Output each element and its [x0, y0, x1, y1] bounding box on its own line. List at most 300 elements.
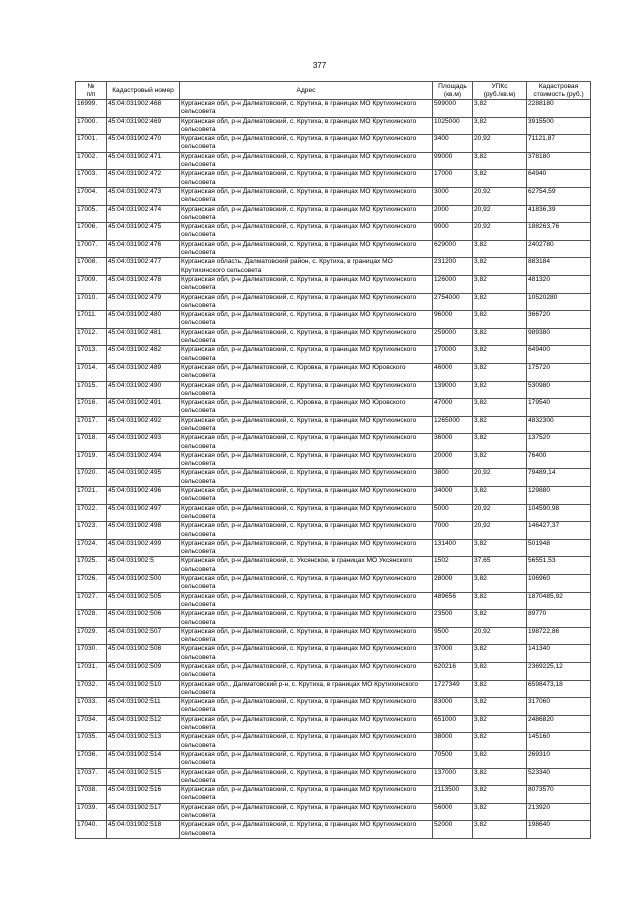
cell-area: 1265000 — [433, 416, 473, 434]
table-row — [76, 434, 591, 452]
table-row — [76, 416, 591, 434]
cell-address: Курганская обл, р-н Далматовский, с. Крутиха, в границах МО Крутихинского сельсовета — [180, 733, 433, 751]
table-row — [76, 311, 591, 329]
cell-number: 17036. — [76, 750, 107, 768]
cell-upks: 3,82 — [473, 663, 527, 681]
cell-address: Курганская обл, р-н Далматовский, с. Крутиха, в границах МО Крутихинского сельсовета — [180, 328, 433, 346]
cell-area: 231200 — [433, 258, 473, 276]
cell-area: 3000 — [433, 187, 473, 205]
table-row — [76, 715, 591, 733]
cell-area: 2754000 — [433, 293, 473, 311]
cell-area: 651000 — [433, 715, 473, 733]
cell-cadastral-cost: 179540 — [527, 399, 591, 417]
table-row — [76, 205, 591, 223]
cell-number: 17037. — [76, 768, 107, 786]
cell-number: 17029. — [76, 627, 107, 645]
cell-cadastral-cost: 188263,76 — [527, 223, 591, 241]
cell-cadastral-number: 45:04:031902:507 — [107, 627, 180, 645]
cell-address: Курганская обл., Далматовский р-н, с. Крутиха, в границах МО Крутихинского сельсовета — [180, 680, 433, 698]
table-row — [76, 275, 591, 293]
cell-area: 620216 — [433, 663, 473, 681]
cell-cadastral-number: 45:04:031902:490 — [107, 381, 180, 399]
cell-cadastral-number: 45:04:031902:473 — [107, 187, 180, 205]
cell-area: 139000 — [433, 381, 473, 399]
cell-address: Курганская обл, р-н Далматовский, с. Крутиха, в границах МО Крутихинского сельсовета — [180, 645, 433, 663]
cell-cadastral-number: 45:04:031902:511 — [107, 698, 180, 716]
cell-upks: 3,82 — [473, 786, 527, 804]
cell-upks: 3,82 — [473, 610, 527, 628]
header-number-label: № п/п — [86, 82, 96, 98]
cell-upks: 3,82 — [473, 487, 527, 505]
cell-cadastral-cost: 79489,14 — [527, 469, 591, 487]
cell-cadastral-cost: 71121,87 — [527, 135, 591, 153]
cell-address: Курганская обл, р-н Далматовский, с. Крутиха, в границах МО Крутихинского сельсовета — [180, 117, 433, 135]
cell-number: 17025. — [76, 557, 107, 575]
cell-address: Курганская обл, р-н Далматовский, с. Крутиха, в границах МО Крутихинского сельсовета — [180, 768, 433, 786]
cell-cadastral-cost: 530980 — [527, 381, 591, 399]
cell-upks: 20,92 — [473, 627, 527, 645]
cell-cadastral-cost: 3915500 — [527, 117, 591, 135]
table-row — [76, 645, 591, 663]
cell-area: 629000 — [433, 240, 473, 258]
cell-number: 17010. — [76, 293, 107, 311]
cell-upks: 3,82 — [473, 240, 527, 258]
cell-number: 17007. — [76, 240, 107, 258]
table-row — [76, 680, 591, 698]
table-body — [76, 100, 591, 839]
cell-number: 17003. — [76, 170, 107, 188]
cell-cadastral-number: 45:04:031902:496 — [107, 487, 180, 505]
cell-area: 259000 — [433, 328, 473, 346]
table-row — [76, 363, 591, 381]
header-address-label: Адрес — [296, 86, 316, 94]
cell-number: 17008. — [76, 258, 107, 276]
table-row — [76, 240, 591, 258]
cell-cadastral-cost: 2288180 — [527, 100, 591, 118]
cell-address: Курганская обл, р-н Далматовский, с. Крутиха, в границах МО Крутихинского сельсовета — [180, 750, 433, 768]
table-row — [76, 786, 591, 804]
cell-upks: 3,82 — [473, 170, 527, 188]
cell-address: Курганская обл, р-н Далматовский, с. Крутиха, в границах МО Крутихинского сельсовета — [180, 416, 433, 434]
cell-cadastral-number: 45:04:031902:478 — [107, 275, 180, 293]
cell-area: 52000 — [433, 821, 473, 839]
cadastral-value-table — [75, 81, 591, 839]
table-row — [76, 557, 591, 575]
table-row — [76, 328, 591, 346]
cell-cadastral-number: 45:04:031902:469 — [107, 117, 180, 135]
table-row — [76, 821, 591, 839]
cell-upks: 3,82 — [473, 434, 527, 452]
table-row — [76, 698, 591, 716]
cell-cadastral-cost: 317060 — [527, 698, 591, 716]
cell-cadastral-cost: 137520 — [527, 434, 591, 452]
cell-cadastral-cost: 2369225,12 — [527, 663, 591, 681]
cell-cadastral-number: 45:04:031902:479 — [107, 293, 180, 311]
cell-area: 3400 — [433, 135, 473, 153]
cell-cadastral-number: 45:04:031902:513 — [107, 733, 180, 751]
cell-number: 17014. — [76, 363, 107, 381]
cell-address: Курганская обл, р-н Далматовский, с. Крутиха, в границах МО Крутихинского сельсовета — [180, 627, 433, 645]
cell-cadastral-number: 45:04:031902:505 — [107, 592, 180, 610]
cell-upks: 3,82 — [473, 575, 527, 593]
cell-upks: 20,92 — [473, 135, 527, 153]
cell-area: 9000 — [433, 223, 473, 241]
header-cadastral-cost — [527, 82, 591, 100]
cell-cadastral-number: 45:04:031902:495 — [107, 469, 180, 487]
cell-upks: 3,82 — [473, 258, 527, 276]
cell-cadastral-number: 45:04:031902:480 — [107, 311, 180, 329]
cell-address: Курганская обл, р-н Далматовский, с. Крутиха, в границах МО Крутихинского сельсовета — [180, 434, 433, 452]
cell-cadastral-cost: 378180 — [527, 152, 591, 170]
cell-cadastral-cost: 2402780 — [527, 240, 591, 258]
cell-upks: 20,92 — [473, 205, 527, 223]
table-row — [76, 504, 591, 522]
cell-cadastral-cost: 6598473,18 — [527, 680, 591, 698]
cell-cadastral-number: 45:04:031902:475 — [107, 223, 180, 241]
cell-area: 137000 — [433, 768, 473, 786]
cell-address: Курганская обл, р-н Далматовский, с. Юровка, в границах МО Юровского сельсовета — [180, 399, 433, 417]
cell-cadastral-cost: 198722,86 — [527, 627, 591, 645]
cell-address: Курганская обл, р-н Далматовский, с. Крутиха, в границах МО Крутихинского сельсовета — [180, 187, 433, 205]
cell-upks: 3,82 — [473, 680, 527, 698]
header-number — [76, 82, 107, 100]
cell-address: Курганская обл, р-н Далматовский, с. Крутиха, в границах МО Крутихинского сельсовета — [180, 592, 433, 610]
cell-address: Курганская обл, р-н Далматовский, с. Крутиха, в границах МО Крутихинского сельсовета — [180, 698, 433, 716]
cell-cadastral-cost: 56551,53 — [527, 557, 591, 575]
cell-upks: 3,82 — [473, 275, 527, 293]
table-row — [76, 451, 591, 469]
cell-address: Курганская обл, р-н Далматовский, с. Крутиха, в границах МО Крутихинского сельсовета — [180, 275, 433, 293]
table-row — [76, 768, 591, 786]
cell-area: 17000 — [433, 170, 473, 188]
cell-address: Курганская обл, р-н Далматовский, с. Крутиха, в границах МО Крутихинского сельсовета — [180, 803, 433, 821]
cell-cadastral-number: 45:04:031902:498 — [107, 522, 180, 540]
cell-area: 23500 — [433, 610, 473, 628]
table-row — [76, 152, 591, 170]
cell-cadastral-number: 45:04:031902:474 — [107, 205, 180, 223]
cell-cadastral-cost: 106960 — [527, 575, 591, 593]
cell-address: Курганская обл, р-н Далматовский, с. Крутиха, в границах МО Крутихинского сельсовета — [180, 821, 433, 839]
cell-address: Курганская область, Далматовский район, с. Крутиха, в границах МО Крутихинского сельсовета — [180, 258, 433, 276]
header-address — [180, 82, 433, 100]
cell-area: 83000 — [433, 698, 473, 716]
cell-cadastral-number: 45:04:031902:497 — [107, 504, 180, 522]
table-row — [76, 539, 591, 557]
cell-address: Курганская обл, р-н Далматовский, с. Крутиха, в границах МО Крутихинского сельсовета — [180, 311, 433, 329]
cell-address: Курганская обл, р-н Далматовский, с. Крутиха, в границах МО Крутихинского сельсовета — [180, 346, 433, 364]
cell-address: Курганская обл, р-н Далматовский, с. Крутиха, в границах МО Крутихинского сельсовета — [180, 487, 433, 505]
cell-number: 17039. — [76, 803, 107, 821]
cell-cadastral-cost: 649400 — [527, 346, 591, 364]
cell-cadastral-number: 45:04:031902:494 — [107, 451, 180, 469]
cell-upks: 37,65 — [473, 557, 527, 575]
cell-upks: 3,82 — [473, 100, 527, 118]
cell-cadastral-number: 45:04:031902:512 — [107, 715, 180, 733]
cell-area: 70500 — [433, 750, 473, 768]
cell-cadastral-number: 45:04:031902:472 — [107, 170, 180, 188]
cell-upks: 3,82 — [473, 399, 527, 417]
table-row — [76, 381, 591, 399]
cell-upks: 20,92 — [473, 223, 527, 241]
cell-cadastral-number: 45:04:031902:514 — [107, 750, 180, 768]
cell-area: 46000 — [433, 363, 473, 381]
cell-area: 37000 — [433, 645, 473, 663]
cell-cadastral-cost: 175720 — [527, 363, 591, 381]
cell-area: 5000 — [433, 504, 473, 522]
cell-cadastral-number: 45:04:031902:508 — [107, 645, 180, 663]
cell-area: 1727349 — [433, 680, 473, 698]
cell-number: 17023. — [76, 522, 107, 540]
cell-number: 17027. — [76, 592, 107, 610]
cell-cadastral-cost: 41836,39 — [527, 205, 591, 223]
cell-address: Курганская обл, р-н Далматовский, с. Юровка, в границах МО Юровского сельсовета — [180, 363, 433, 381]
cell-number: 17006. — [76, 223, 107, 241]
table-row — [76, 627, 591, 645]
cell-area: 1502 — [433, 557, 473, 575]
cell-address: Курганская обл, р-н Далматовский, с. Крутиха, в границах МО Крутихинского сельсовета — [180, 135, 433, 153]
cell-cadastral-number: 45:04:031902:491 — [107, 399, 180, 417]
cell-cadastral-number: 45:04:031902:509 — [107, 663, 180, 681]
cell-cadastral-cost: 481320 — [527, 275, 591, 293]
cell-upks: 20,92 — [473, 469, 527, 487]
cell-cadastral-number: 45:04:031902:500 — [107, 575, 180, 593]
cell-upks: 3,82 — [473, 715, 527, 733]
cell-area: 1025000 — [433, 117, 473, 135]
cell-cadastral-cost: 523340 — [527, 768, 591, 786]
cell-area: 9500 — [433, 627, 473, 645]
cell-address: Курганская обл, р-н Далматовский, с. Крутиха, в границах МО Крутихинского сельсовета — [180, 152, 433, 170]
cell-upks: 3,82 — [473, 803, 527, 821]
cell-area: 99000 — [433, 152, 473, 170]
cell-cadastral-cost: 4832300 — [527, 416, 591, 434]
header-upks — [473, 82, 527, 100]
cell-number: 17022. — [76, 504, 107, 522]
cell-number: 17013. — [76, 346, 107, 364]
cell-area: 47000 — [433, 399, 473, 417]
cell-number: 16999. — [76, 100, 107, 118]
cell-address: Курганская обл, р-н Далматовский, с. Крутиха, в границах МО Крутихинского сельсовета — [180, 170, 433, 188]
cell-address: Курганская обл, р-н Далматовский, с. Крутиха, в границах МО Крутихинского сельсовета — [180, 205, 433, 223]
cell-cadastral-number: 45:04:031902:506 — [107, 610, 180, 628]
cell-cadastral-cost: 129880 — [527, 487, 591, 505]
cell-number: 17026. — [76, 575, 107, 593]
cell-upks: 3,82 — [473, 821, 527, 839]
cell-upks: 3,82 — [473, 152, 527, 170]
cell-upks: 3,82 — [473, 328, 527, 346]
cell-upks: 20,92 — [473, 504, 527, 522]
cell-cadastral-cost: 10520280 — [527, 293, 591, 311]
cell-cadastral-cost: 366720 — [527, 311, 591, 329]
cell-number: 17017. — [76, 416, 107, 434]
table-row — [76, 733, 591, 751]
cell-address: Курганская обл, р-н Далматовский, с. Крутиха, в границах МО Крутихинского сельсовета — [180, 715, 433, 733]
header-area — [433, 82, 473, 100]
cell-upks: 20,92 — [473, 522, 527, 540]
cell-cadastral-number: 45:04:031902:470 — [107, 135, 180, 153]
cell-upks: 3,82 — [473, 311, 527, 329]
table-row — [76, 258, 591, 276]
cell-area: 489656 — [433, 592, 473, 610]
cell-cadastral-cost: 76400 — [527, 451, 591, 469]
cell-area: 28000 — [433, 575, 473, 593]
cell-cadastral-number: 45:04:031902:489 — [107, 363, 180, 381]
cell-cadastral-cost: 141340 — [527, 645, 591, 663]
cell-cadastral-cost: 198640 — [527, 821, 591, 839]
cell-address: Курганская обл, р-н Далматовский, с. Крутиха, в границах МО Крутихинского сельсовета — [180, 469, 433, 487]
cell-address: Курганская обл, р-н Далматовский, с. Крутиха, в границах МО Крутихинского сельсовета — [180, 504, 433, 522]
cell-area: 36000 — [433, 434, 473, 452]
cell-address: Курганская обл, р-н Далматовский, с. Крутиха, в границах МО Крутихинского сельсовета — [180, 663, 433, 681]
cell-cadastral-number: 45:04:031902:517 — [107, 803, 180, 821]
cell-cadastral-number: 45:04:031902:477 — [107, 258, 180, 276]
header-area-label: Площадь (кв.м) — [438, 82, 467, 98]
cell-area: 126000 — [433, 275, 473, 293]
cell-upks: 3,82 — [473, 381, 527, 399]
header-cost-label: Кадастровая стоимость (руб.) — [533, 82, 584, 98]
cell-upks: 3,82 — [473, 698, 527, 716]
cell-address: Курганская обл, р-н Далматовский, с. Крутиха, в границах МО Крутихинского сельсовета — [180, 575, 433, 593]
cell-upks: 3,82 — [473, 363, 527, 381]
cell-number: 17040. — [76, 821, 107, 839]
table-row — [76, 100, 591, 118]
cell-cadastral-cost: 146427,37 — [527, 522, 591, 540]
cell-number: 17016. — [76, 399, 107, 417]
cell-cadastral-number: 45:04:031902:510 — [107, 680, 180, 698]
cell-area: 38000 — [433, 733, 473, 751]
cell-number: 17033. — [76, 698, 107, 716]
table-row — [76, 117, 591, 135]
cell-cadastral-cost: 989380 — [527, 328, 591, 346]
cell-cadastral-number: 45:04:031902:492 — [107, 416, 180, 434]
cell-number: 17035. — [76, 733, 107, 751]
table-row — [76, 223, 591, 241]
cell-number: 17015. — [76, 381, 107, 399]
cell-number: 17034. — [76, 715, 107, 733]
cell-upks: 3,82 — [473, 645, 527, 663]
cell-area: 7000 — [433, 522, 473, 540]
cell-upks: 3,82 — [473, 539, 527, 557]
cell-upks: 3,82 — [473, 592, 527, 610]
cell-address: Курганская обл, р-н Далматовский, с. Крутиха, в границах МО Крутихинского сельсовета — [180, 240, 433, 258]
cell-area: 131400 — [433, 539, 473, 557]
cell-number: 17002. — [76, 152, 107, 170]
table-row — [76, 293, 591, 311]
cell-number: 17024. — [76, 539, 107, 557]
table-row — [76, 469, 591, 487]
cell-area: 20000 — [433, 451, 473, 469]
cell-upks: 3,82 — [473, 733, 527, 751]
cell-number: 17038. — [76, 786, 107, 804]
cell-upks: 3,82 — [473, 346, 527, 364]
table-row — [76, 399, 591, 417]
cell-cadastral-cost: 269310 — [527, 750, 591, 768]
cell-address: Курганская обл, р-н Далматовский, с. Крутиха, в границах МО Крутихинского сельсовета — [180, 100, 433, 118]
cell-number: 17009. — [76, 275, 107, 293]
cell-cadastral-cost: 883184 — [527, 258, 591, 276]
cell-cadastral-cost: 62754,59 — [527, 187, 591, 205]
cell-area: 2113500 — [433, 786, 473, 804]
header-cadastral-label: Кадастровый номер — [112, 86, 174, 94]
cell-cadastral-cost: 501948 — [527, 539, 591, 557]
cell-cadastral-number: 45:04:031902:482 — [107, 346, 180, 364]
cell-number: 17031. — [76, 663, 107, 681]
cell-area: 599000 — [433, 100, 473, 118]
table-row — [76, 575, 591, 593]
cell-upks: 3,82 — [473, 117, 527, 135]
cell-cadastral-number: 45:04:031902:5 — [107, 557, 180, 575]
table-row — [76, 610, 591, 628]
cell-upks: 3,82 — [473, 451, 527, 469]
cell-cadastral-number: 45:04:031902:499 — [107, 539, 180, 557]
table-row — [76, 522, 591, 540]
cell-cadastral-number: 45:04:031902:493 — [107, 434, 180, 452]
cell-area: 34000 — [433, 487, 473, 505]
cell-cadastral-number: 45:04:031902:476 — [107, 240, 180, 258]
cell-address: Курганская обл, р-н Далматовский, с. Крутиха, в границах МО Крутихинского сельсовета — [180, 786, 433, 804]
cell-upks: 20,92 — [473, 187, 527, 205]
header-upks-label: УПКс (руб./кв.м) — [483, 82, 516, 98]
cell-number: 17019. — [76, 451, 107, 469]
cell-cadastral-number: 45:04:031902:518 — [107, 821, 180, 839]
cell-number: 17001. — [76, 135, 107, 153]
cell-address: Курганская обл, р-н Далматовский, с. Крутиха, в границах МО Крутихинского сельсовета — [180, 293, 433, 311]
cell-number: 17011. — [76, 311, 107, 329]
cell-upks: 3,82 — [473, 750, 527, 768]
cell-address: Курганская обл, р-н Далматовский, с. Крутиха, в границах МО Крутихинского сельсовета — [180, 522, 433, 540]
cell-area: 2000 — [433, 205, 473, 223]
page-number: 377 — [312, 61, 327, 70]
cell-area: 3800 — [433, 469, 473, 487]
cell-number: 17012. — [76, 328, 107, 346]
cell-cadastral-number: 45:04:031902:515 — [107, 768, 180, 786]
cell-number: 17020. — [76, 469, 107, 487]
cell-cadastral-cost: 2486820 — [527, 715, 591, 733]
cell-cadastral-cost: 8073570 — [527, 786, 591, 804]
table-row — [76, 487, 591, 505]
cell-area: 96000 — [433, 311, 473, 329]
cell-area: 56000 — [433, 803, 473, 821]
cell-cadastral-number: 45:04:031902:468 — [107, 100, 180, 118]
cell-cadastral-cost: 89770 — [527, 610, 591, 628]
cell-cadastral-cost: 213920 — [527, 803, 591, 821]
cell-area: 170000 — [433, 346, 473, 364]
table-row — [76, 750, 591, 768]
cell-number: 17005. — [76, 205, 107, 223]
table-row — [76, 187, 591, 205]
cell-address: Курганская обл, р-н Далматовский, с. Крутиха, в границах МО Крутихинского сельсовета — [180, 610, 433, 628]
cell-number: 17004. — [76, 187, 107, 205]
cell-cadastral-cost: 1870485,92 — [527, 592, 591, 610]
cell-number: 17032. — [76, 680, 107, 698]
cell-cadastral-cost: 145160 — [527, 733, 591, 751]
table-row — [76, 663, 591, 681]
table-header-row — [76, 82, 591, 100]
table-row — [76, 170, 591, 188]
cell-number: 17030. — [76, 645, 107, 663]
cell-address: Курганская обл, р-н Далматовский, с. Крутиха, в границах МО Крутихинского сельсовета — [180, 223, 433, 241]
cell-upks: 3,82 — [473, 768, 527, 786]
cell-upks: 3,82 — [473, 416, 527, 434]
cell-address: Курганская обл, р-н Далматовский, с. Крутиха, в границах МО Крутихинского сельсовета — [180, 539, 433, 557]
cell-cadastral-cost: 104590,98 — [527, 504, 591, 522]
table-row — [76, 346, 591, 364]
cell-cadastral-number: 45:04:031902:471 — [107, 152, 180, 170]
table-row — [76, 592, 591, 610]
cell-cadastral-cost: 64940 — [527, 170, 591, 188]
cell-upks: 3,82 — [473, 293, 527, 311]
cell-address: Курганская обл, р-н Далматовский, с. Крутиха, в границах МО Крутихинского сельсовета — [180, 451, 433, 469]
cell-number: 17021. — [76, 487, 107, 505]
